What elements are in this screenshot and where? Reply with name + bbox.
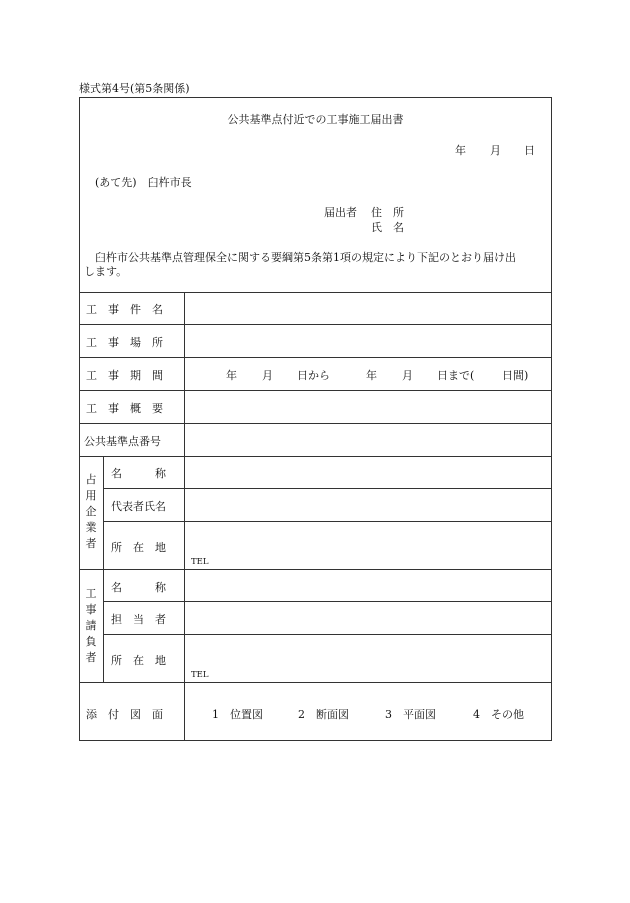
attachment-item-2: 2 断面図 — [298, 708, 349, 721]
date-day: 日 — [524, 144, 535, 157]
form-frame — [79, 97, 552, 741]
label-work-period: 工 事 期 間 — [86, 369, 163, 382]
contractor-address-label: 所 在 地 — [111, 654, 166, 667]
label-point-number: 公共基準点番号 — [84, 435, 161, 448]
label-attachments: 添 付 図 面 — [86, 708, 163, 721]
contractor-group-label: 工事請負者 — [85, 587, 97, 664]
document-title: 公共基準点付近での工事施工届出書 — [227, 113, 404, 126]
attachment-item-1: 1 位置図 — [212, 708, 263, 721]
label-work-place: 工 事 場 所 — [86, 336, 163, 349]
contractor-tel: TEL — [191, 670, 209, 680]
occupant-name-label: 名 称 — [111, 467, 166, 480]
statement-line-2: します。 — [84, 265, 128, 278]
date-month: 月 — [490, 144, 501, 157]
period-days: 日間) — [502, 369, 529, 382]
applicant-label: 届出者 — [324, 206, 357, 219]
attachment-item-3: 3 平面図 — [385, 708, 436, 721]
applicant-address-label: 住 所 — [371, 206, 404, 219]
label-work-summary: 工 事 概 要 — [86, 402, 163, 415]
form-number: 様式第4号(第5条関係) — [79, 82, 190, 95]
period-day-to: 日まで( — [437, 369, 475, 382]
addressee: (あて先) 臼杵市長 — [95, 176, 192, 189]
occupant-tel: TEL — [191, 557, 209, 567]
statement-line-1: 臼杵市公共基準点管理保全に関する要綱第5条第1項の規定により下記のとおり届け出 — [95, 251, 516, 264]
period-day-from: 日から — [297, 369, 330, 382]
date-year: 年 — [455, 144, 466, 157]
occupant-rep-label: 代表者氏名 — [111, 500, 166, 513]
period-year-2: 年 — [366, 369, 377, 382]
label-work-name: 工 事 件 名 — [86, 303, 163, 316]
period-year-1: 年 — [226, 369, 237, 382]
period-month-2: 月 — [402, 369, 413, 382]
contractor-person-label: 担 当 者 — [111, 613, 166, 626]
applicant-name-label: 氏 名 — [371, 221, 404, 234]
occupant-group-label: 占用企業者 — [85, 473, 97, 550]
occupant-address-label: 所 在 地 — [111, 541, 166, 554]
attachment-item-4: 4 その他 — [473, 708, 524, 721]
period-month-1: 月 — [262, 369, 273, 382]
contractor-name-label: 名 称 — [111, 581, 166, 594]
